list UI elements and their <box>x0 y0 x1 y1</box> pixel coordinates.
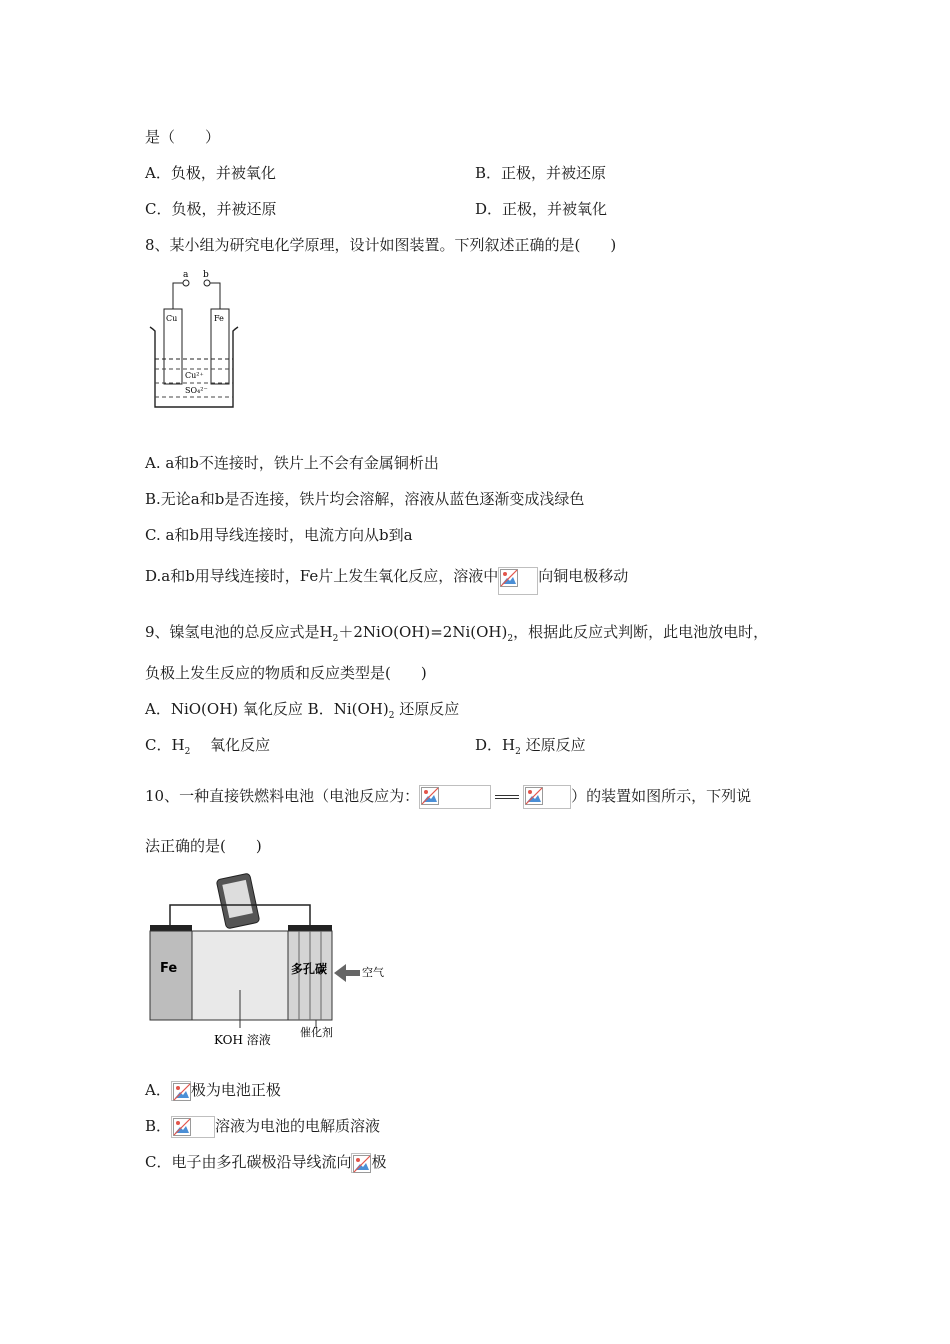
ion-so4-label: SO₄²⁻ <box>185 386 208 395</box>
carbon-terminal <box>288 925 332 931</box>
q7-option-a: A．负极，并被氧化 <box>145 164 276 182</box>
air-label: 空气 <box>362 966 384 979</box>
q8-option-a: A. a和b不连接时，铁片上不会有金属铜析出 <box>145 454 439 472</box>
product-image-placeholder <box>523 785 571 809</box>
broken-image-icon <box>500 569 518 587</box>
broken-image-icon <box>421 787 439 805</box>
q8-stem: 8、某小组为研究电化学原理，设计如图装置。下列叙述正确的是( ) <box>145 236 617 254</box>
broken-image-icon <box>525 787 543 805</box>
fe-label: Fe <box>160 961 178 976</box>
broken-image-icon <box>353 1155 371 1173</box>
wire-right <box>210 283 220 309</box>
broken-image-icon <box>173 1083 191 1101</box>
q7-option-d: D．正极，并被氧化 <box>475 200 608 218</box>
broken-image-icon <box>173 1118 191 1136</box>
q8-option-d <box>145 563 628 591</box>
terminal-b-label: b <box>203 270 209 280</box>
q9-option-c: C．$H_2$ 氧化反应 <box>145 736 271 757</box>
q9-stem: 9、镍氢电池的总反应式是$H_2+2NiO(OH)=2Ni(OH)_2$，根据此反应式判断，此电池放电时， <box>145 623 769 644</box>
q10-option-a: A． 极为电池正极 <box>145 1081 281 1099</box>
terminal-a-label: a <box>183 270 189 280</box>
formula-image-placeholder <box>171 1116 215 1138</box>
porous-carbon-label: 多孔碳 <box>291 962 328 976</box>
q9-option-d: D．$H_2$ 还原反应 <box>475 736 586 757</box>
q10-option-c: C．电子由多孔碳极沿导线流向 极 <box>145 1153 387 1171</box>
equals-sign <box>495 795 519 799</box>
question-7-tail: 是（ ） <box>145 128 221 146</box>
formula-image-placeholder <box>498 567 538 595</box>
q9-option-ab: A．NiO(OH) 氧化反应 B．$Ni(OH)_2$ 还原反应 <box>145 700 460 721</box>
ion-cu-label: Cu²⁺ <box>185 371 204 380</box>
koh-label: KOH 溶液 <box>214 1033 271 1047</box>
fe-label: Fe <box>214 314 224 323</box>
q8-option-c: C. a和b用导线连接时，电流方向从b到a <box>145 526 413 544</box>
terminal-a <box>183 280 189 286</box>
q9-stem-line2: 负极上发生反应的物质和反应类型是( ) <box>145 664 427 682</box>
reactant-image-placeholder <box>419 785 491 809</box>
air-arrow <box>334 964 360 982</box>
formula-image-placeholder <box>351 1153 371 1173</box>
q7-option-c: C．负极，并被还原 <box>145 200 277 218</box>
q10-option-b: B． 溶液为电池的电解质溶液 <box>145 1116 380 1138</box>
formula-image-placeholder <box>171 1081 191 1101</box>
q8-option-d-text-before: D.a和b用导线连接时，Fe片上发生氧化反应，溶液中 <box>145 567 499 585</box>
cu-label: Cu <box>166 314 178 323</box>
terminal-b <box>204 280 210 286</box>
catalyst-label: 催化剂 <box>300 1026 333 1039</box>
q7-option-b: B．正极，并被还原 <box>475 164 607 182</box>
q10-stem: 10、一种直接铁燃料电池（电池反应为： ）的装置如图所示，下列说 <box>145 785 751 809</box>
phone-icon <box>216 873 260 929</box>
q10-fuel-cell-figure <box>148 870 393 1055</box>
fe-terminal <box>150 925 192 931</box>
q10-stem-line2: 法正确的是( ) <box>145 837 262 855</box>
q8-option-d-text-after: 向铜电极移动 <box>538 567 629 585</box>
q8-electrochem-figure <box>145 265 245 415</box>
wire-left <box>173 283 183 309</box>
q8-option-b: B.无论a和b是否连接，铁片均会溶解，溶液从蓝色逐渐变成浅绿色 <box>145 490 585 508</box>
